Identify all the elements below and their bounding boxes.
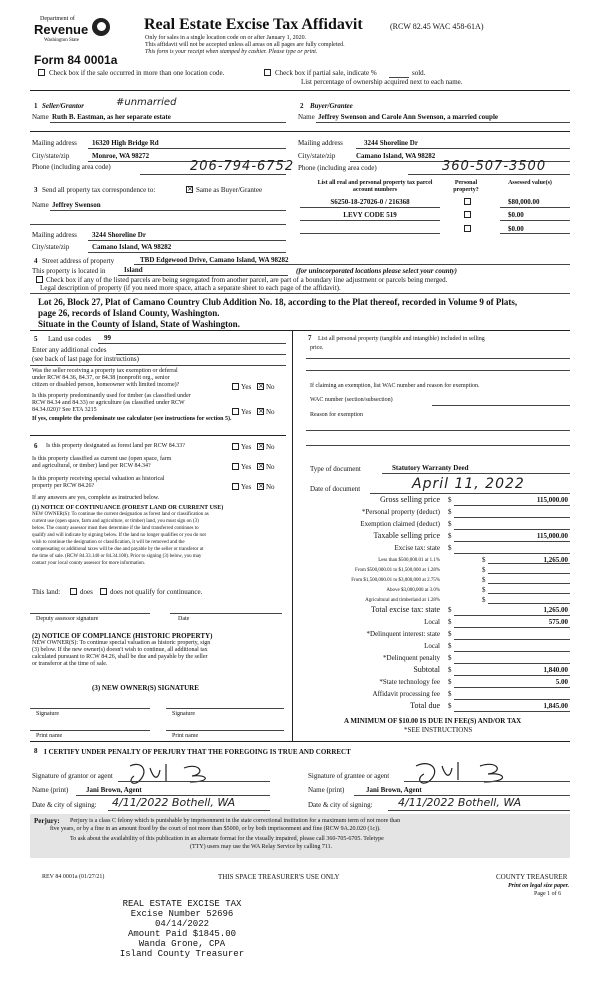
- calc-value-16: 5.00: [555, 678, 568, 686]
- calc-currency-15: $: [448, 666, 452, 674]
- dept-line1: Department of: [40, 16, 75, 22]
- compliance-text-2: (3) below. If the new owner(s) doesn't wish to continue, all additional tax: [32, 647, 208, 653]
- historic-no-label: No: [266, 483, 275, 491]
- divider-section5: [30, 435, 286, 436]
- calc-line-4: [454, 553, 570, 554]
- buyer-city-label: City/state/zip: [298, 152, 336, 160]
- seller-mailing: 16320 High Bridge Rd: [92, 139, 159, 147]
- calc-line-6: [488, 573, 570, 574]
- calc-value-0: 115,000.00: [536, 496, 568, 504]
- calc-label-11: Local: [424, 618, 440, 626]
- calc-currency-16: $: [448, 678, 452, 686]
- calc-value-3: 115,000.00: [536, 532, 568, 540]
- calc-line-9: [488, 603, 570, 604]
- seller-name-line: [50, 122, 286, 123]
- calc-value-18: 1,845.00: [543, 702, 568, 710]
- compliance-text-4: or transferor at the time of sale.: [32, 661, 108, 667]
- calc-currency-3: $: [448, 532, 452, 540]
- segregated-label: Check box if any of the listed parcels are being segregated from another parcel, are part of a boundary line adjustment or parcels being merged.: [46, 276, 448, 284]
- stamp-line-6: Island County Treasurer: [119, 949, 245, 959]
- corr-mailing-line: [88, 240, 286, 241]
- parcel-col-header: List all real and personal property tax parcel account numbers: [317, 180, 433, 193]
- continuance-text-3: below. The county assessor must then determine if the land transferred continues to: [32, 526, 199, 531]
- additional-codes-line: [116, 354, 286, 355]
- same-as-buyer-checkbox[interactable]: ×: [187, 185, 193, 193]
- calc-line-15: [454, 675, 570, 676]
- revenue-logo-icon: [92, 18, 110, 36]
- deputy-sig-line: [30, 613, 150, 614]
- calc-line-5: [488, 563, 570, 564]
- sec7-num: 7: [308, 334, 312, 342]
- assessed-line-1: [500, 207, 570, 208]
- calc-line-11: [454, 627, 570, 628]
- legal-top-line: [30, 293, 570, 294]
- seller-handwritten-note: #unmarried: [116, 97, 177, 108]
- divider-section4: [30, 330, 570, 331]
- personal-checkbox-3[interactable]: [464, 225, 471, 232]
- historic-q-a: Is this property receiving special valuation as historical: [32, 476, 165, 482]
- doc-date-label: Date of document: [310, 485, 361, 493]
- buyer-num: 2: [300, 102, 304, 110]
- buyer-phone: 360-507-3500: [442, 159, 547, 174]
- continuance-text-1: NEW OWNER(S): To continue the current designation as forest land or classification as: [32, 512, 209, 517]
- calc-line-0: [454, 505, 570, 506]
- sec6-num: 6: [34, 442, 38, 450]
- calc-value-15: 1,840.00: [543, 666, 568, 674]
- continuance-text-4: qualify and will indicate by signing below. If the land no longer qualifies or you do not: [32, 533, 206, 538]
- instruction-2: This affidavit will not be accepted unless all areas on all pages are fully completed.: [145, 42, 345, 48]
- calc-label-5: Less than $500,000.01 at 1.1%: [378, 558, 440, 563]
- does-not-checkbox[interactable]: [100, 588, 107, 595]
- sold-label: sold.: [412, 69, 426, 77]
- street-label: Street address of property: [42, 257, 115, 265]
- corr-city: Camano Island, WA 98282: [92, 243, 172, 251]
- doc-date-line: [370, 493, 570, 494]
- continuance-text-5: wish to continue the designation or classification, it will be removed and the: [32, 540, 185, 545]
- buyer-mailing-line: [356, 148, 570, 149]
- legal-description-label: Legal description of property (if you need more space, attach a separate sheet to each page of the affidavit).: [40, 284, 341, 292]
- calc-label-16: *State technology fee: [379, 678, 440, 686]
- seller-city: Monroe, WA 98272: [92, 152, 150, 160]
- divider-names: [30, 131, 570, 132]
- historic-q-b: property per RCW 84.26?: [32, 483, 95, 489]
- compliance-text-3: calculated pursuant to RCW 84.26, shall be due and payable by the seller: [32, 654, 208, 660]
- personal-checkbox-1[interactable]: [464, 198, 471, 205]
- compliance-text-1: NEW OWNER(S): To continue special valuation as historic property, sign: [32, 640, 211, 646]
- historic-yes-label: Yes: [241, 483, 252, 491]
- continuance-title: (1) NOTICE OF CONTINUANCE (FOREST LAND OR CURRENT USE): [32, 505, 224, 511]
- owner-sig-label-2: Signature: [172, 711, 195, 717]
- center-divider: [292, 331, 293, 741]
- buyer-name-label: Name: [298, 113, 315, 121]
- corr-name-label: Name: [32, 201, 49, 209]
- treasurer-use-only: THIS SPACE TREASURER'S USE ONLY: [218, 873, 340, 881]
- wac-label: WAC number (section/subsection): [310, 397, 393, 403]
- reason-line-1: [306, 430, 570, 431]
- parcel-line-2: [300, 220, 440, 221]
- land-use-line: [98, 343, 286, 344]
- assessed-line-2: [500, 220, 570, 221]
- calc-currency-17: $: [448, 690, 452, 698]
- timber-no-label: No: [266, 408, 275, 416]
- seller-mailing-line: [88, 148, 286, 149]
- corr-name: Jeffrey Swenson: [52, 201, 101, 209]
- forest-yes-label: Yes: [241, 443, 252, 451]
- personal-property-text-2: price.: [310, 345, 324, 351]
- calc-label-14: *Delinquent penalty: [383, 654, 440, 662]
- street-line: [134, 264, 570, 265]
- see-instructions-note: *SEE INSTRUCTIONS: [404, 726, 473, 734]
- calc-currency-4: $: [448, 544, 452, 552]
- buyer-phone-line: [408, 174, 570, 175]
- grantee-date-label: Date & city of signing:: [308, 801, 373, 809]
- calc-line-18: [454, 711, 570, 712]
- continuance-text-6: compensating or additional taxes will be due and payable by the seller or transferor at: [32, 547, 204, 552]
- calc-label-17: Affidavit processing fee: [372, 690, 440, 698]
- calc-currency-7: $: [482, 576, 486, 584]
- grantor-date-line: [108, 810, 270, 811]
- buyer-name-line: [316, 122, 570, 123]
- grantee-name: Jani Brown, Agent: [366, 786, 422, 794]
- stamp-line-3: 04/14/2022: [154, 919, 209, 929]
- seller-phone: 206-794-6752: [190, 159, 295, 174]
- correspondence-num: 3: [34, 186, 38, 194]
- sec5-divider: [30, 365, 286, 366]
- calc-currency-8: $: [482, 586, 486, 594]
- calc-line-1: [454, 517, 570, 518]
- dept-line3: Washington State: [44, 38, 80, 43]
- current-use-q-b: and agricultural, or timber) land per RCW 84.34?: [32, 463, 151, 469]
- calc-label-2: Exemption claimed (deduct): [360, 520, 440, 528]
- alt-format-text: To ask about the availability of this publication in an alternate format for the visually impaired, please call 360-705-6705. Teletype: [70, 836, 384, 842]
- partial-sale-checkbox[interactable]: [264, 69, 271, 76]
- assessed-col-header: Assessed value(s): [508, 180, 552, 186]
- unincorporated-note: (for unincorporated locations please select your county): [296, 267, 457, 275]
- current-use-yes-checkbox[interactable]: [232, 463, 239, 470]
- exemption-claim-text: If claiming an exemption, list WAC number and reason for exemption.: [310, 383, 480, 389]
- rev-number: REV 84 0001a (01/27/21): [42, 874, 105, 880]
- current-use-yes-label: Yes: [241, 463, 252, 471]
- does-checkbox[interactable]: [70, 588, 77, 595]
- compliance-title: (2) NOTICE OF COMPLIANCE (HISTORIC PROPERTY): [32, 632, 213, 640]
- calc-label-15: Subtotal: [413, 665, 440, 674]
- segregated-checkbox[interactable]: [36, 276, 43, 283]
- grantee-sig-label: Signature of grantee or agent: [308, 772, 390, 780]
- form-number: Form 84 0001a: [34, 53, 118, 67]
- doc-date: April 11, 2022: [412, 476, 525, 492]
- calc-label-10: Total excise tax: state: [371, 605, 440, 614]
- rcw-reference: (RCW 82.45 WAC 458-61A): [390, 22, 484, 31]
- instruction-1: Only for sales in a single location code on or after January 1, 2020.: [145, 35, 307, 41]
- assessed-value-2: $0.00: [508, 211, 524, 219]
- exemption-no-checkbox[interactable]: ×: [258, 382, 264, 390]
- located-label: This property is located in: [32, 267, 106, 275]
- calc-line-14: [454, 663, 570, 664]
- page-number: Page 1 of 6: [534, 891, 562, 897]
- see-back-note: (see back of last page for instructions): [32, 355, 139, 363]
- located-county: Island: [124, 266, 143, 274]
- same-as-buyer-label: Same as Buyer/Grantee: [196, 186, 263, 194]
- calc-label-0: Gross selling price: [380, 495, 440, 504]
- doc-type-line: [382, 473, 570, 474]
- assessed-value-1: $80,000.00: [508, 198, 540, 206]
- assessed-line-3: [500, 233, 570, 234]
- correspondence-text: Send all property tax correspondence to:: [42, 186, 156, 194]
- grantor-name-label: Name (print): [32, 786, 69, 794]
- stamp-line-2: Excise Number 52696: [130, 909, 234, 919]
- land-use-label: Land use codes: [48, 335, 92, 343]
- stamp-line-1: REAL ESTATE EXCISE TAX: [122, 899, 242, 909]
- seller-city-label: City/state/zip: [32, 152, 70, 160]
- calc-label-4: Excise tax: state: [394, 544, 440, 552]
- timber-q-b: RCW 84.34 and 84.33) or agriculture (as classified under RCW: [32, 400, 185, 406]
- seller-mailing-label: Mailing address: [32, 139, 77, 147]
- forest-q: Is this property designated as forest land per RCW 84.33?: [46, 443, 185, 449]
- calc-line-16: [454, 687, 570, 688]
- exemption-yes-checkbox[interactable]: [232, 383, 239, 390]
- parcel-line-3: [300, 233, 440, 234]
- minimum-due-note: A MINIMUM OF $10.00 IS DUE IN FEE(S) AND/OR TAX: [344, 717, 522, 725]
- current-use-no-checkbox[interactable]: ×: [258, 462, 264, 470]
- grantor-name: Jani Brown, Agent: [86, 786, 142, 794]
- calc-line-8: [488, 593, 570, 594]
- deputy-sig-label: Deputy assessor signature: [36, 616, 99, 622]
- land-use-code: 99: [104, 334, 111, 342]
- ownership-note: List percentage of ownership acquired next to each name.: [301, 78, 463, 86]
- historic-no-checkbox[interactable]: ×: [258, 482, 264, 490]
- deputy-date-line: [170, 613, 282, 614]
- calc-currency-6: $: [482, 566, 486, 574]
- owner-sig-line-2: [166, 708, 284, 709]
- corr-mailing-label: Mailing address: [32, 231, 77, 239]
- calc-line-3: [454, 541, 570, 542]
- seller-num: 1: [34, 102, 38, 110]
- timber-yes-checkbox[interactable]: [232, 408, 239, 415]
- calc-line-7: [488, 583, 570, 584]
- calc-label-8: Above $3,000,000 at 3.0%: [386, 588, 440, 593]
- exemption-q-a: Was the seller receiving a property tax exemption or deferral: [32, 368, 178, 374]
- legal-line-1: Lot 26, Block 27, Plat of Camano Country Club Addition No. 18, according to the Plat thereof, recorded in Volume 9 of Plats,: [38, 297, 518, 307]
- owner-print-label-1: Print name: [36, 733, 63, 739]
- buyer-city: Camano Island, WA 98282: [356, 152, 436, 160]
- timber-q-a: Is this property predominantly used for timber (as classified under: [32, 393, 191, 399]
- calc-currency-11: $: [448, 618, 452, 626]
- reason-line-2: [306, 445, 570, 446]
- sec8-num: 8: [34, 747, 38, 755]
- calc-currency-13: $: [448, 642, 452, 650]
- corr-blank-line: [30, 224, 286, 225]
- assessed-value-3: $0.00: [508, 225, 524, 233]
- calc-label-18: Total due: [410, 701, 440, 710]
- owner-print-line-2: [166, 730, 284, 731]
- forest-yes-checkbox[interactable]: [232, 443, 239, 450]
- forest-no-label: No: [266, 443, 275, 451]
- multi-location-label: Check box if the sale occurred in more than one location code.: [49, 69, 225, 77]
- continuance-text-2: current use (open space, farm and agriculture, or timber) land, you must sign on (3): [32, 519, 199, 524]
- doc-type: Statutory Warranty Deed: [392, 464, 469, 472]
- perjury-text-2: five years, or by a fine in an amount fixed by the court of not more than $5000, or by both imprisonment and fine (RCW 9A.20.020 (1c)).: [50, 826, 381, 832]
- dept-line2: Revenue: [34, 22, 89, 37]
- this-land-label: This land:: [32, 588, 61, 596]
- current-use-no-label: No: [266, 463, 275, 471]
- legal-line-3: Situate in the County of Island, State of Washington.: [38, 319, 240, 329]
- calc-label-9: Agricultural and timberland at 1.28%: [365, 598, 440, 603]
- calc-value-10: 1,265.00: [543, 606, 568, 614]
- calc-currency-18: $: [448, 702, 452, 710]
- if-yes-note: If yes, complete the predominate use calculator (see instructions for section 5).: [32, 416, 232, 422]
- owner-sig-line-1: [30, 708, 150, 709]
- if-any-yes: If any answers are yes, complete as instructed below.: [32, 495, 160, 501]
- exemption-q-b: under RCW 84.36, 84.37, or 84.38 (nonprofit org., senior: [32, 375, 170, 381]
- stamp-line-4: Amount Paid $1845.00: [127, 929, 237, 939]
- forest-no-checkbox[interactable]: ×: [258, 442, 264, 450]
- stamp-line-5: Wanda Grone, CPA: [138, 939, 226, 949]
- calc-line-2: [454, 529, 570, 530]
- personal-col-header: Personal property?: [453, 180, 479, 193]
- owner-print-label-2: Print name: [172, 733, 199, 739]
- exemption-q-c: citizen or disabled person, homeowner with limited income)?: [32, 382, 180, 388]
- calc-currency-5: $: [482, 556, 486, 564]
- additional-codes-label: Enter any additional codes: [32, 346, 107, 354]
- tty-text: (TTY) users may use the WA Relay Service by calling 711.: [190, 844, 333, 850]
- wac-line: [432, 405, 570, 406]
- doc-type-label: Type of document: [310, 465, 361, 473]
- continuance-text-8: contact your local county assessor for more information.: [32, 561, 146, 566]
- county-treasurer-label: COUNTY TREASURER: [496, 873, 568, 881]
- calc-label-7: From $1,500,000.01 to $3,000,000 at 2.75%: [351, 578, 440, 583]
- calc-currency-9: $: [482, 596, 486, 604]
- calc-label-12: *Delinquent interest: state: [366, 630, 440, 638]
- calc-currency-12: $: [448, 630, 452, 638]
- perjury-text-1: Perjury is a class C felony which is punishable by imprisonment in the state correctional institution for a maximum term of not more than: [70, 818, 401, 824]
- calc-currency-10: $: [448, 606, 452, 614]
- sec5-num: 5: [34, 335, 38, 343]
- form-title: Real Estate Excise Tax Affidavit: [144, 16, 363, 33]
- multi-location-checkbox[interactable]: [38, 69, 45, 76]
- calc-currency-14: $: [448, 654, 452, 662]
- grantee-sig-line: [404, 781, 570, 782]
- calc-value-11: 575.00: [548, 618, 568, 626]
- calc-currency-2: $: [448, 520, 452, 528]
- parcel-row-1: S6250-18-27026-0 / 216368: [330, 198, 410, 206]
- timber-q-c: 84.34.020)? See ETA 3215: [32, 407, 97, 413]
- parcel-row-2: LEVY CODE 519: [343, 211, 397, 219]
- legal-line-2: page 26, records of Island County, Washington.: [38, 308, 220, 318]
- grantee-date-line: [388, 810, 570, 811]
- new-owner-sig-title: (3) NEW OWNER(S) SIGNATURE: [92, 684, 199, 692]
- deputy-date-label: Date: [178, 616, 190, 622]
- seller-name-label: Name: [32, 113, 49, 121]
- calc-label-6: From $500,000.01 to $1,500,000 at 1.28%: [355, 568, 440, 573]
- seller-heading: Seller/Grantor: [42, 102, 85, 110]
- corr-name-line: [50, 210, 286, 211]
- grantor-date-label: Date & city of signing:: [32, 801, 97, 809]
- buyer-phone-label: Phone (including area code): [298, 164, 377, 172]
- partial-sale-label: Check box if partial sale, indicate %: [275, 69, 377, 77]
- instruction-3: This form is your receipt when stamped by cashier. Please type or print.: [145, 49, 318, 55]
- calc-currency-1: $: [448, 508, 452, 516]
- personal-property-text-1: List all personal property (tangible and intangible) included in selling: [318, 336, 485, 342]
- buyer-mailing: 3244 Shoreline Dr: [364, 139, 418, 147]
- calc-value-5: 1,265.00: [543, 556, 568, 564]
- personal-checkbox-2[interactable]: [464, 211, 471, 218]
- grantee-date-city: 4/11/2022 Bothell, WA: [398, 796, 522, 809]
- does-label: does: [80, 588, 93, 596]
- buyer-heading: Buyer/Grantee: [310, 102, 353, 110]
- buyer-name: Jeffrey Swenson and Carole Ann Swenson, a married couple: [318, 113, 499, 121]
- street-address: TBD Edgewood Drive, Camano Island, WA 98282: [140, 256, 289, 264]
- reason-label: Reason for exemption: [310, 412, 363, 418]
- calc-label-13: Local: [424, 642, 440, 650]
- does-not-label: does not qualify for continuance.: [110, 588, 203, 596]
- property-num: 4: [34, 257, 38, 265]
- certify-statement: I CERTIFY UNDER PENALTY OF PERJURY THAT THE FOREGOING IS TRUE AND CORRECT: [44, 748, 351, 756]
- timber-yes-label: Yes: [241, 408, 252, 416]
- parcel-line-1: [300, 207, 440, 208]
- calc-line-17: [454, 699, 570, 700]
- grantee-name-label: Name (print): [308, 786, 345, 794]
- calc-line-10: [454, 615, 570, 616]
- grantor-sig-label: Signature of grantor or agent: [32, 772, 113, 780]
- calc-label-1: *Personal property (deduct): [361, 508, 440, 516]
- grantor-sig-line: [118, 781, 270, 782]
- calc-currency-0: $: [448, 496, 452, 504]
- corr-city-label: City/state/zip: [32, 243, 70, 251]
- calc-line-12: [454, 639, 570, 640]
- print-legal-note: Print on legal size paper.: [508, 883, 570, 889]
- seller-phone-label: Phone (including area code): [32, 163, 111, 171]
- seller-phone-line: [140, 174, 286, 175]
- buyer-mailing-label: Mailing address: [298, 139, 343, 147]
- exemption-yes-label: Yes: [241, 383, 252, 391]
- calc-label-3: Taxable selling price: [373, 531, 440, 540]
- seller-name: Ruth B. Eastman, as her separate estate: [52, 113, 171, 121]
- header: [32, 12, 572, 86]
- personal-line-1: [306, 358, 570, 359]
- corr-mailing: 3244 Shoreline Dr: [92, 231, 146, 239]
- treasurer-stamp: [92, 899, 272, 959]
- historic-yes-checkbox[interactable]: [232, 483, 239, 490]
- current-use-q-a: Is this property classified as current use (open space, farm: [32, 456, 172, 462]
- perjury-label: Perjury:: [34, 817, 60, 825]
- owner-sig-label-1: Signature: [36, 711, 59, 717]
- corr-city-line: [88, 252, 286, 253]
- grantor-date-city: 4/11/2022 Bothell, WA: [112, 796, 236, 809]
- personal-line-2: [306, 370, 570, 371]
- timber-no-checkbox[interactable]: ×: [258, 407, 264, 415]
- header-divider: [30, 90, 570, 91]
- exemption-no-label: No: [266, 383, 275, 391]
- owner-print-line-1: [30, 730, 150, 731]
- divider-section8: [30, 741, 570, 742]
- continuance-text-7: the time of sale. (RCW 84.33.140 or 84.34.108). Prior to signing (3) below, you may: [32, 554, 202, 559]
- calc-line-13: [454, 651, 570, 652]
